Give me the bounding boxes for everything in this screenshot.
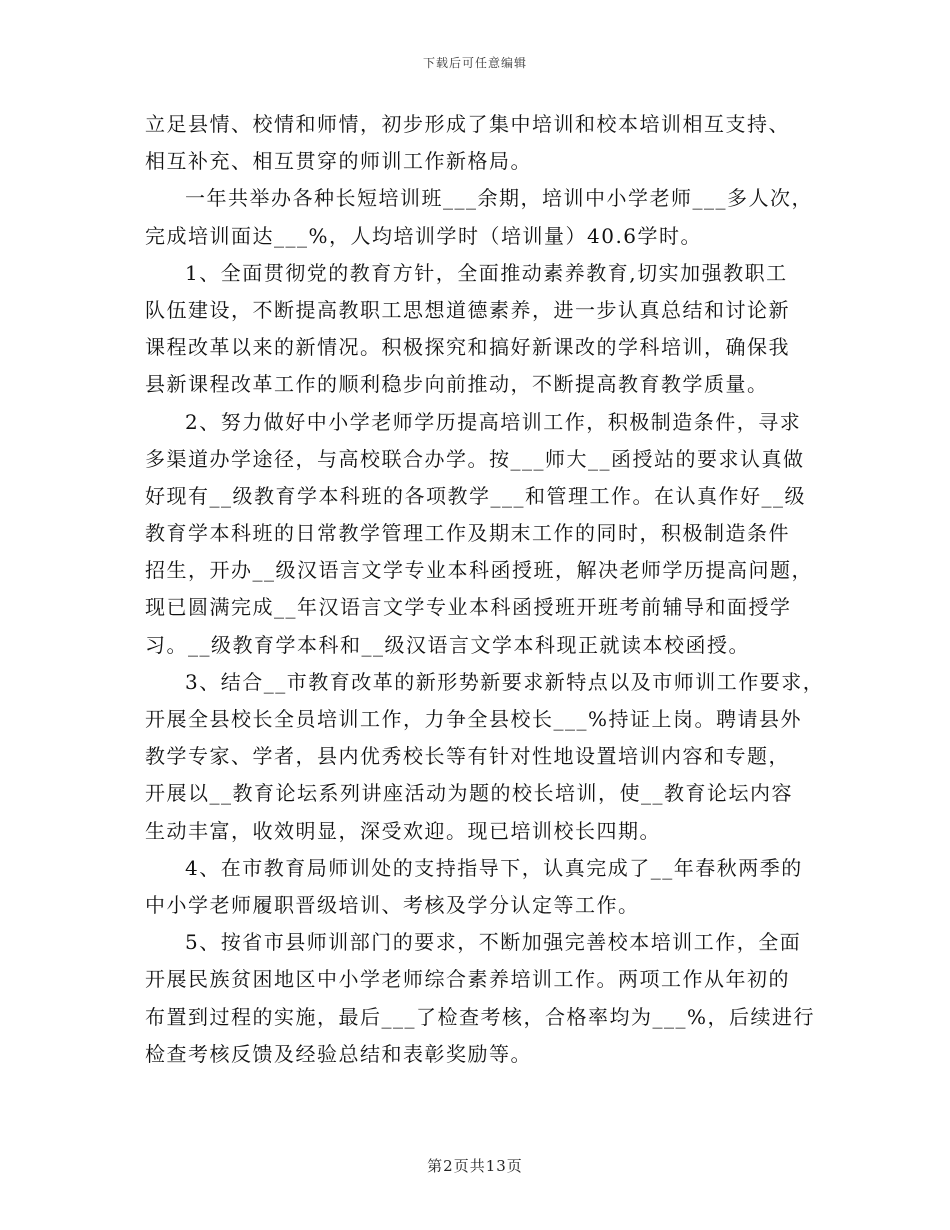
body-line: 招生，开办__级汉语言文学专业本科函授班，解决老师学历提高问题， xyxy=(145,558,813,583)
body-line: 教学专家、学者，县内优秀校长等有针对性地设置培训内容和专题， xyxy=(145,744,790,769)
page-footer: 第2页共13页 xyxy=(427,1157,523,1175)
paragraph-start-line: 1、全面贯彻党的教育方针，全面推动素养教育,切实加强教职工 xyxy=(185,260,788,285)
body-line: 队伍建设，不断提高教职工思想道德素养，进一步认真总结和讨论新 xyxy=(145,297,790,322)
body-line: 教育学本科班的日常教学管理工作及期末工作的同时，积极制造条件 xyxy=(145,521,790,546)
body-line: 完成培训面达___%，人均培训学时（培训量）40.6学时。 xyxy=(145,223,703,248)
paragraph-start-line: 3、结合__市教育改革的新形势新要求新特点以及市师训工作要求， xyxy=(185,669,825,694)
body-line: 开展全县校长全员培训工作，力争全县校长___%持证上岗。聘请县外 xyxy=(145,707,803,731)
body-line: 课程改革以来的新情况。积极探究和搞好新课改的学科培训，确保我 xyxy=(145,335,790,360)
body-line: 检查考核反馈及经验总结和表彰奖励等。 xyxy=(145,1041,532,1066)
body-line: 现已圆满完成__年汉语言文学专业本科函授班开班考前辅导和面授学 xyxy=(145,595,792,620)
body-line: 开展以__教育论坛系列讲座活动为题的校长培训，使__教育论坛内容 xyxy=(145,781,793,806)
body-line: 相互补充、相互贯穿的师训工作新格局。 xyxy=(145,149,532,174)
body-line: 生动丰富，收效明显，深受欢迎。现已培训校长四期。 xyxy=(145,818,661,843)
body-line: 好现有__级教育学本科班的各项教学___和管理工作。在认真作好__级 xyxy=(145,483,806,508)
body-line: 习。__级教育学本科和__级汉语言文学本科现正就读本校函授。 xyxy=(145,632,750,657)
body-line: 县新课程改革工作的顺利稳步向前推动，不断提高教育教学质量。 xyxy=(145,372,769,397)
paragraph-start-line: 一年共举办各种长短培训班___余期，培训中小学老师___多人次， xyxy=(185,186,813,211)
paragraph-start-line: 2、努力做好中小学老师学历提高培训工作，积极制造条件，寻求 xyxy=(185,409,802,434)
body-line: 中小学老师履职晋级培训、考核及学分认定等工作。 xyxy=(145,892,640,917)
paragraph-start-line: 4、在市教育局师训处的支持指导下，认真完成了__年春秋两季的 xyxy=(185,855,803,880)
body-line: 开展民族贫困地区中小学老师综合素养培训工作。两项工作从年初的 xyxy=(145,967,790,992)
body-line: 布置到过程的实施，最后___了检查考核，合格率均为___%，后续进行 xyxy=(145,1004,816,1029)
paragraph-start-line: 5、按省市县师训部门的要求，不断加强完善校本培训工作，全面 xyxy=(185,930,802,955)
document-body xyxy=(145,106,825,1073)
page-header: 下载后可任意编辑 xyxy=(422,56,527,70)
body-line: 立足县情、校情和师情，初步形成了集中培训和校本培训相互支持、 xyxy=(145,112,790,136)
body-line: 多渠道办学途径，与高校联合办学。按___师大__函授站的要求认真做 xyxy=(145,446,805,471)
